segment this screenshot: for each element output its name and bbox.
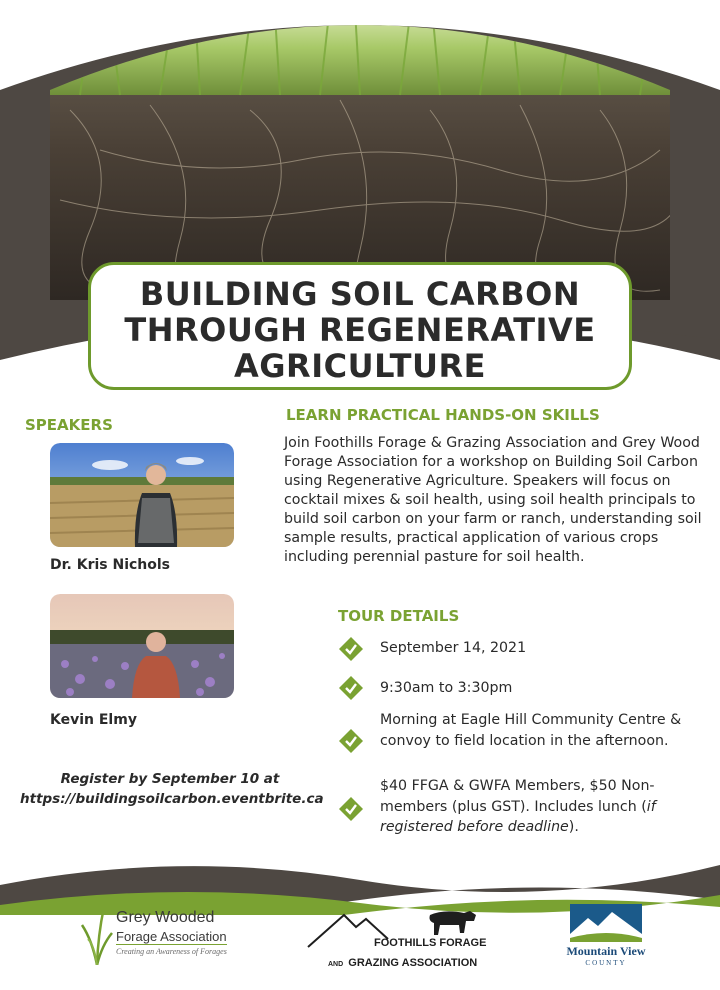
speakers-heading: SPEAKERS [25,416,113,434]
speaker-photo-kevin-elmy [50,594,234,698]
ffga-grazing: GRAZING ASSOCIATION [348,957,478,969]
grass-icon [80,905,114,965]
tour-item-price [338,776,708,838]
speaker-name-1: Dr. Kris Nichols [50,557,171,573]
mvc-name-line1: Mountain View [566,944,646,958]
register-link[interactable]: https://buildingsoilcarbon.eventbrite.ca [20,791,324,807]
foothills-forage-logo [304,905,492,969]
tour-item-time [338,675,708,701]
price-main: $40 FFGA & GWFA Members, $50 Non-members (plus GST). Includes lunch ( [380,778,655,815]
title-line-2: THROUGH REGENERATIVE [124,311,596,349]
check-icon [338,728,364,754]
grey-wooded-logo [80,905,240,965]
register-note [20,769,324,809]
check-icon [338,636,364,662]
gwfa-tagline: Creating an Awareness of Forages [116,947,227,956]
register-line-1: Register by September 10 at [60,771,280,787]
price-condition: if registered before deadline [380,798,656,835]
check-icon [338,796,364,822]
ffga-name-line1: FOOTHILLS FORAGE [374,937,487,949]
tour-item-location [338,710,708,772]
tour-location-text: Morning at Eagle Hill Community Centre & convoy to field location in the afternoon. [380,712,682,749]
speaker-name-2: Kevin Elmy [50,712,137,728]
price-end: ). [568,819,579,835]
mountain-emblem-icon [570,904,642,942]
title-line-3: AGRICULTURE [234,347,486,385]
tour-details-heading: TOUR DETAILS [338,607,460,625]
skills-heading: LEARN PRACTICAL HANDS-ON SKILLS [286,406,600,424]
tour-item-date [338,636,708,662]
gwfa-name-line1: Grey Wooded [116,909,215,926]
ffga-and: AND [328,961,344,968]
ffga-name-line2 [328,951,477,970]
gwfa-name-line2: Forage Association [116,929,227,944]
tour-time-text: 9:30am to 3:30pm [380,680,513,696]
tour-price-text [380,776,708,838]
mvc-name-line2: COUNTY [585,959,627,967]
tour-date-text: September 14, 2021 [380,640,527,656]
speaker-photo-kris-nichols [50,443,234,547]
page-title [100,276,620,384]
check-icon [338,675,364,701]
mountain-view-county-logo [558,904,654,972]
workshop-description: Join Foothills Forage & Grazing Association and Grey Wood Forage Association for a workshop on Building Soil Carbon using Regenerative Agriculture. Speakers will focus on cocktail mixes & soil health, using soil health principals to build soil carbon on your farm or ranch, understanding soil sample results, practical application of various crops including perennial pasture for soil health. [284,435,702,565]
title-line-1: BUILDING SOIL CARBON [139,275,581,313]
